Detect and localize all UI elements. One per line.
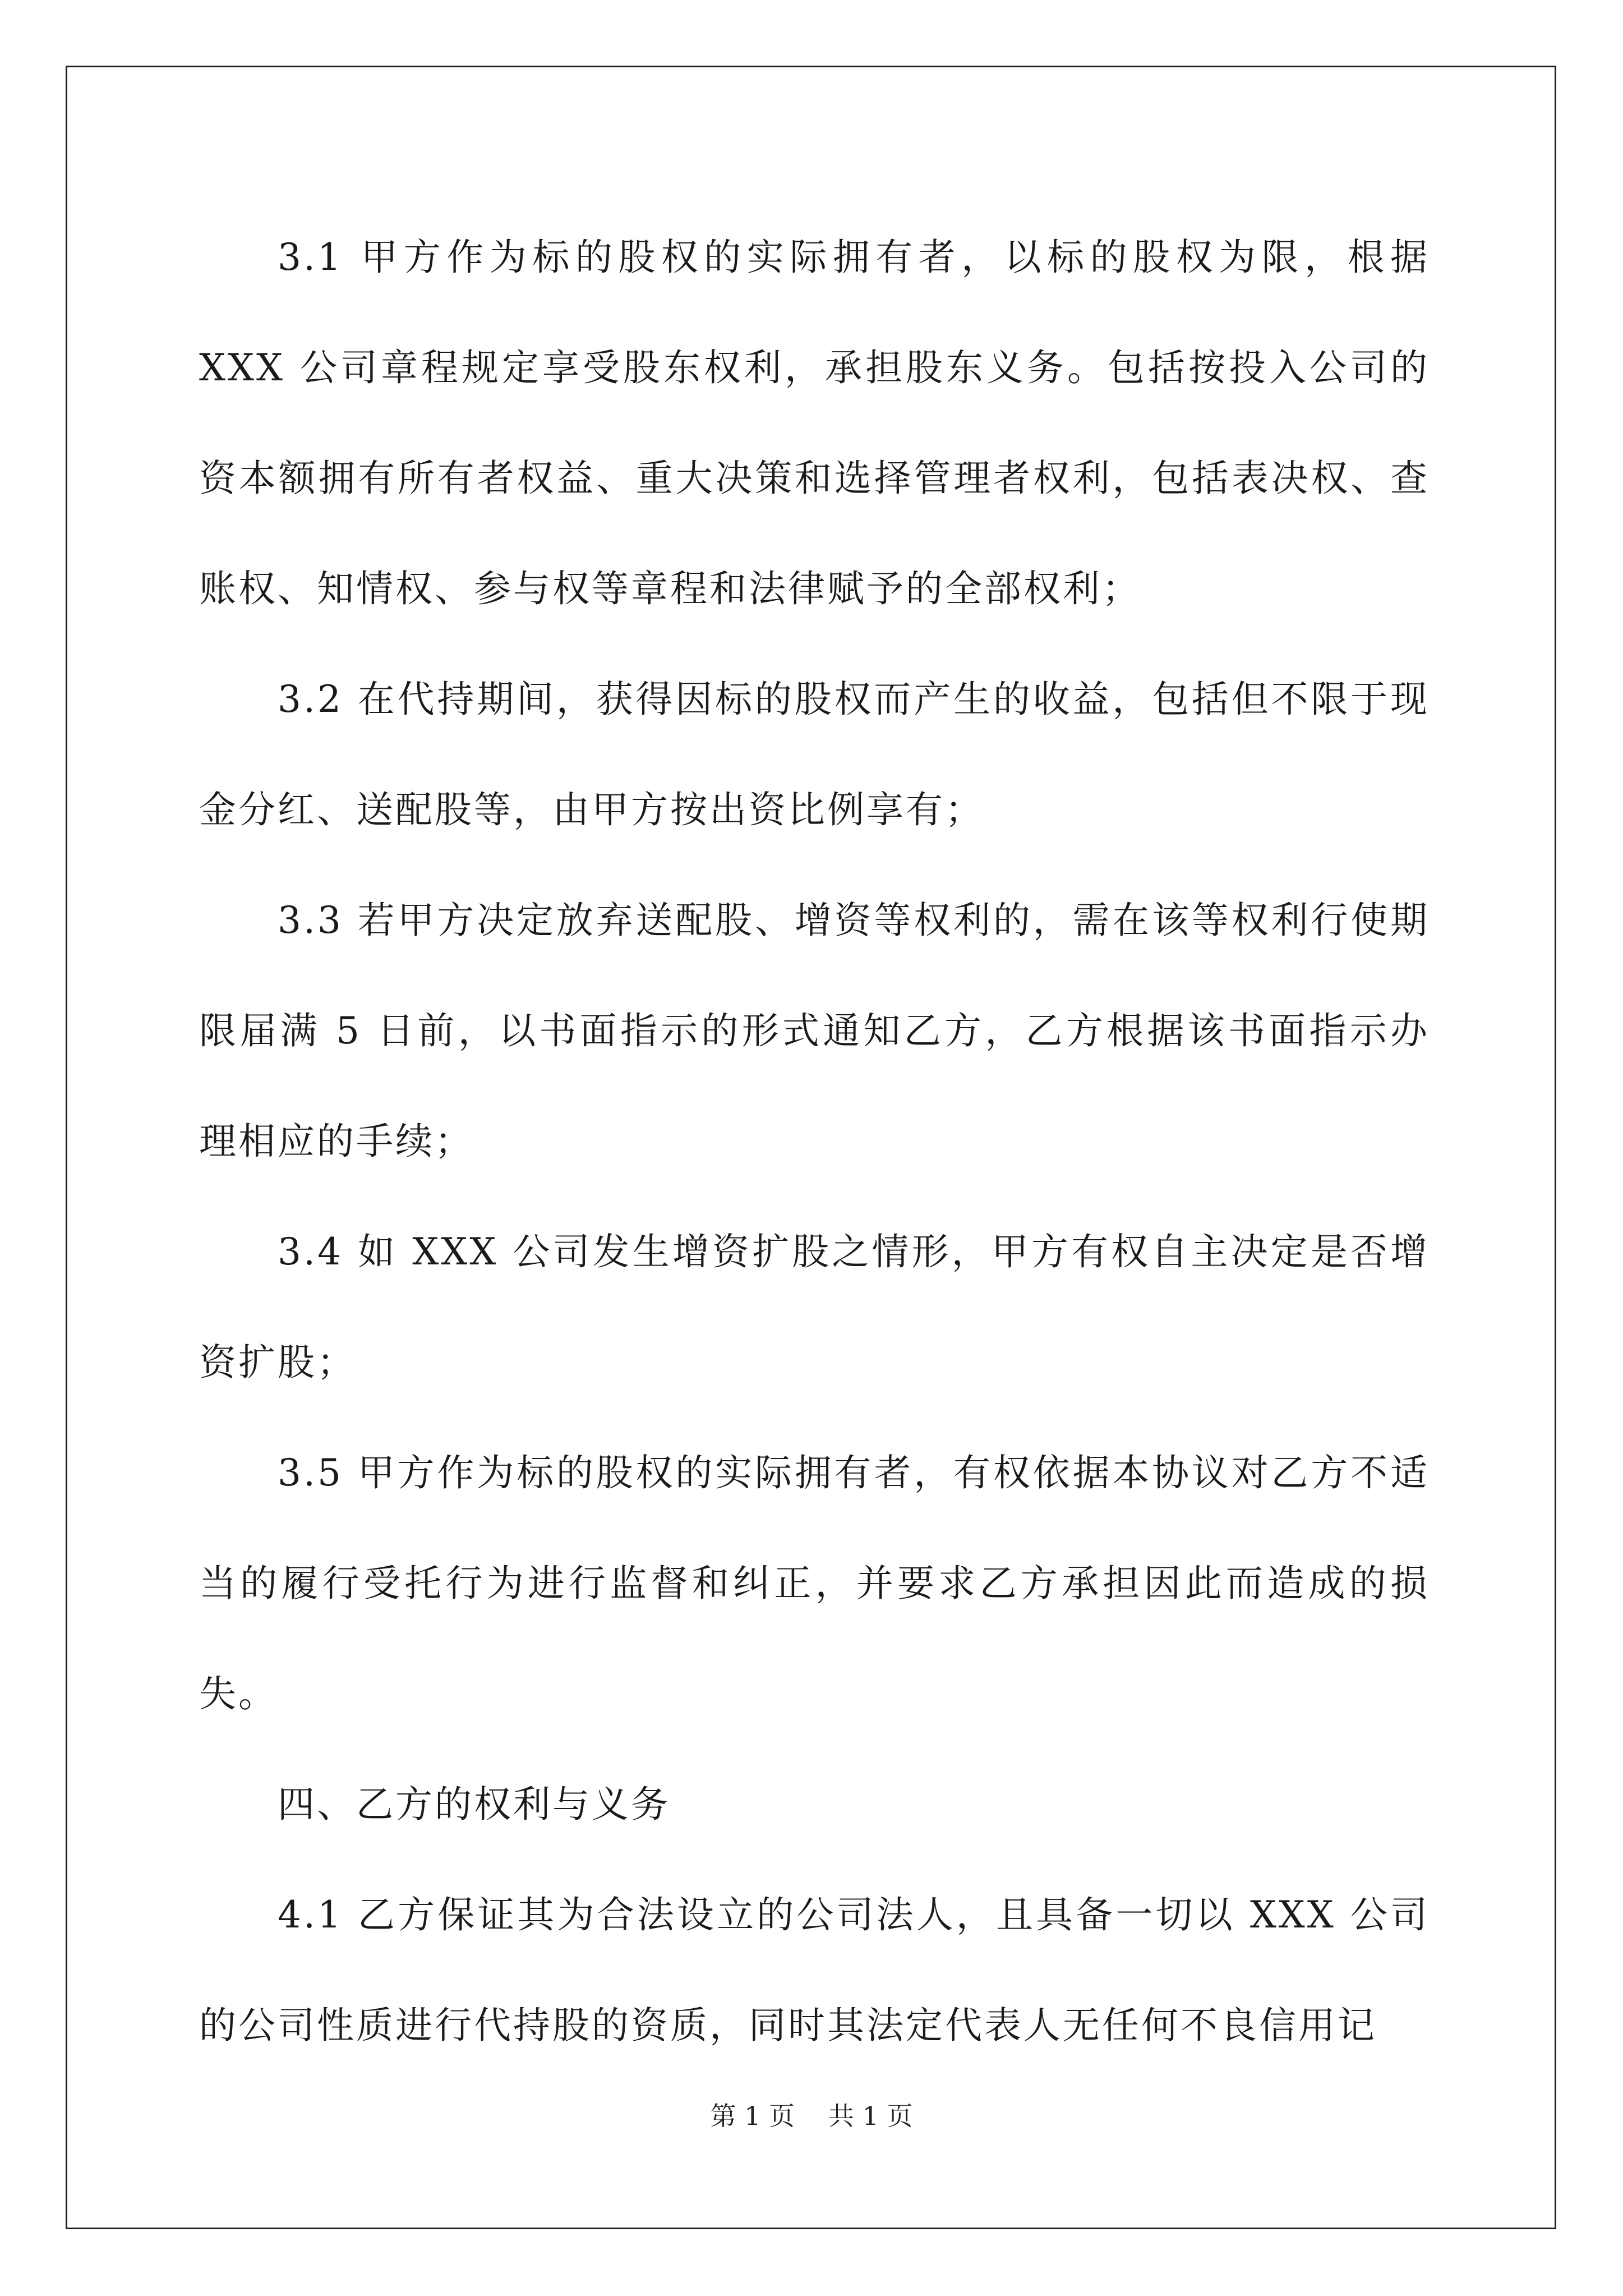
document-body [199,202,1430,2081]
section-heading: 四、乙方的权利与义务 [278,1783,670,1826]
paragraph-4-1: 4.1 乙方保证其为合法设立的公司法人，且具备一切以 XXX 公司的公司性质进行代持股的资质，同时其法定代表人无任何不良信用记 [199,1893,1430,2047]
paragraph-3-3: 3.3 若甲方决定放弃送配股、增资等权利的，需在该等权利行使期限届满 5 日前，以书面指示的形式通知乙方，乙方根据该书面指示办理相应的手续； [199,899,1430,1163]
page-total: 共 1 页 [828,2101,913,2131]
page-footer [0,2096,1623,2133]
paragraph-3-5: 3.5 甲方作为标的股权的实际拥有者，有权依据本协议对乙方不适当的履行受托行为进行监督和纠正，并要求乙方承担因此而造成的损失。 [199,1451,1430,1715]
paragraph-3-2: 3.2 在代持期间，获得因标的股权而产生的收益，包括但不限于现金分红、送配股等，由甲方按出资比例享有； [199,678,1430,831]
page-number: 第 1 页 [710,2101,795,2131]
paragraph-3-1: 3.1 甲方作为标的股权的实际拥有者，以标的股权为限，根据 XXX 公司章程规定享受股东权利，承担股东义务。包括按投入公司的资本额拥有所有者权益、重大决策和选择管理者权利，包括表决权、查账权、知情权、参与权等章程和法律赋予的全部权利； [199,236,1430,610]
paragraph-3-4: 3.4 如 XXX 公司发生增资扩股之情形，甲方有权自主决定是否增资扩股； [199,1230,1430,1384]
